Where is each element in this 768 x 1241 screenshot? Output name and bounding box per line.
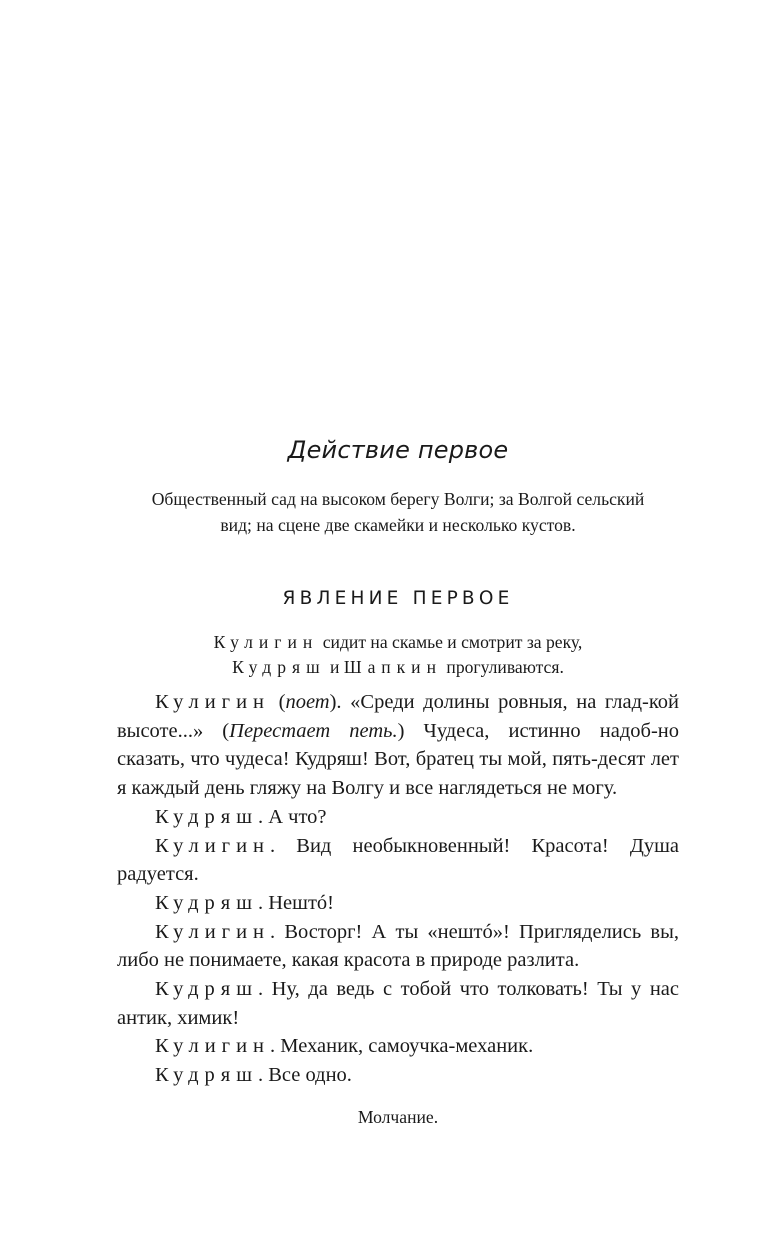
dialogue-body (117, 688, 679, 1090)
line-text: . Вид необыкновенный! Красота! Душа радуется. (117, 834, 679, 886)
setting-line-2: вид; на сцене две скамейки и несколько кустов. (220, 515, 576, 535)
line-text: . Нештó! (258, 891, 334, 914)
scene-stage-direction (100, 630, 696, 680)
speaker-name: Кудряш (155, 978, 258, 1001)
dialogue-line: Кулигин (поет). «Среди долины ровныя, на глад-кой высоте...» (Перестает петь.) Чудеса, истинно надоб-но сказать, что чудеса! Кудряш! Вот, братец ты мой, пять-десят лет я каждый день гляжу на Волгу и все наглядеться не могу. (117, 691, 680, 800)
dialogue-line (117, 1061, 679, 1090)
speaker-name: Кудряш (155, 891, 258, 914)
line-text: ) Чудеса, истинно надоб-но сказать, что чудеса! Кудряш! Вот, братец ты мой, пять-десят лет я каждый день гляжу на Волгу и все наглядеться не могу. (117, 719, 680, 800)
line-text: . Ну, да ведь с тобой что толковать! Ты у нас антик, химик! (117, 978, 679, 1029)
stage-direction: поет (285, 691, 330, 713)
line-text: ). «Среди долины ровныя, на глад-кой высоте...» ( (117, 691, 679, 742)
speaker-name: Кулигин (155, 691, 271, 713)
speaker-name: Кудряш (155, 1064, 258, 1087)
line-text: . Механик, самоучка-механик. (270, 1035, 534, 1058)
line-text: . А что? (258, 805, 327, 828)
speaker-name: Кулигин (155, 920, 271, 943)
stage-direction: Перестает петь. (229, 719, 398, 742)
speaker-name: Кулигин (155, 834, 271, 857)
dialogue-line (117, 918, 679, 975)
scene-title: ЯВЛЕНИЕ ПЕРВОЕ (282, 588, 514, 609)
speaker-name: Кулигин (155, 1035, 271, 1058)
speaker-name: Кудряш (232, 657, 326, 677)
direction-text: и (325, 657, 344, 677)
dialogue-line (117, 832, 679, 889)
act-title: Действие первое (287, 436, 509, 464)
direction-text: прогуливаются. (442, 657, 564, 677)
stage-direction-silence: Молчание. (357, 1107, 439, 1127)
dialogue-line (117, 889, 679, 918)
setting-line-1: Общественный сад на высоком берегу Волги; за Волгой сельский (151, 489, 645, 509)
dialogue-line (117, 803, 679, 832)
line-text: . Все одно. (258, 1064, 352, 1087)
speaker-name: Кулигин (213, 632, 319, 652)
direction-text: сидит на скамье и смотрит за реку, (318, 632, 583, 652)
speaker-name: Кудряш (155, 805, 258, 828)
line-text: . Восторг! А ты «нештó»! Пригляделись вы, либо не понимаете, какая красота в природе разлита. (117, 920, 679, 972)
dialogue-line (117, 975, 679, 1032)
dialogue-line (117, 1032, 679, 1061)
setting-description (110, 486, 686, 538)
speaker-name: Шапкин (343, 657, 442, 677)
